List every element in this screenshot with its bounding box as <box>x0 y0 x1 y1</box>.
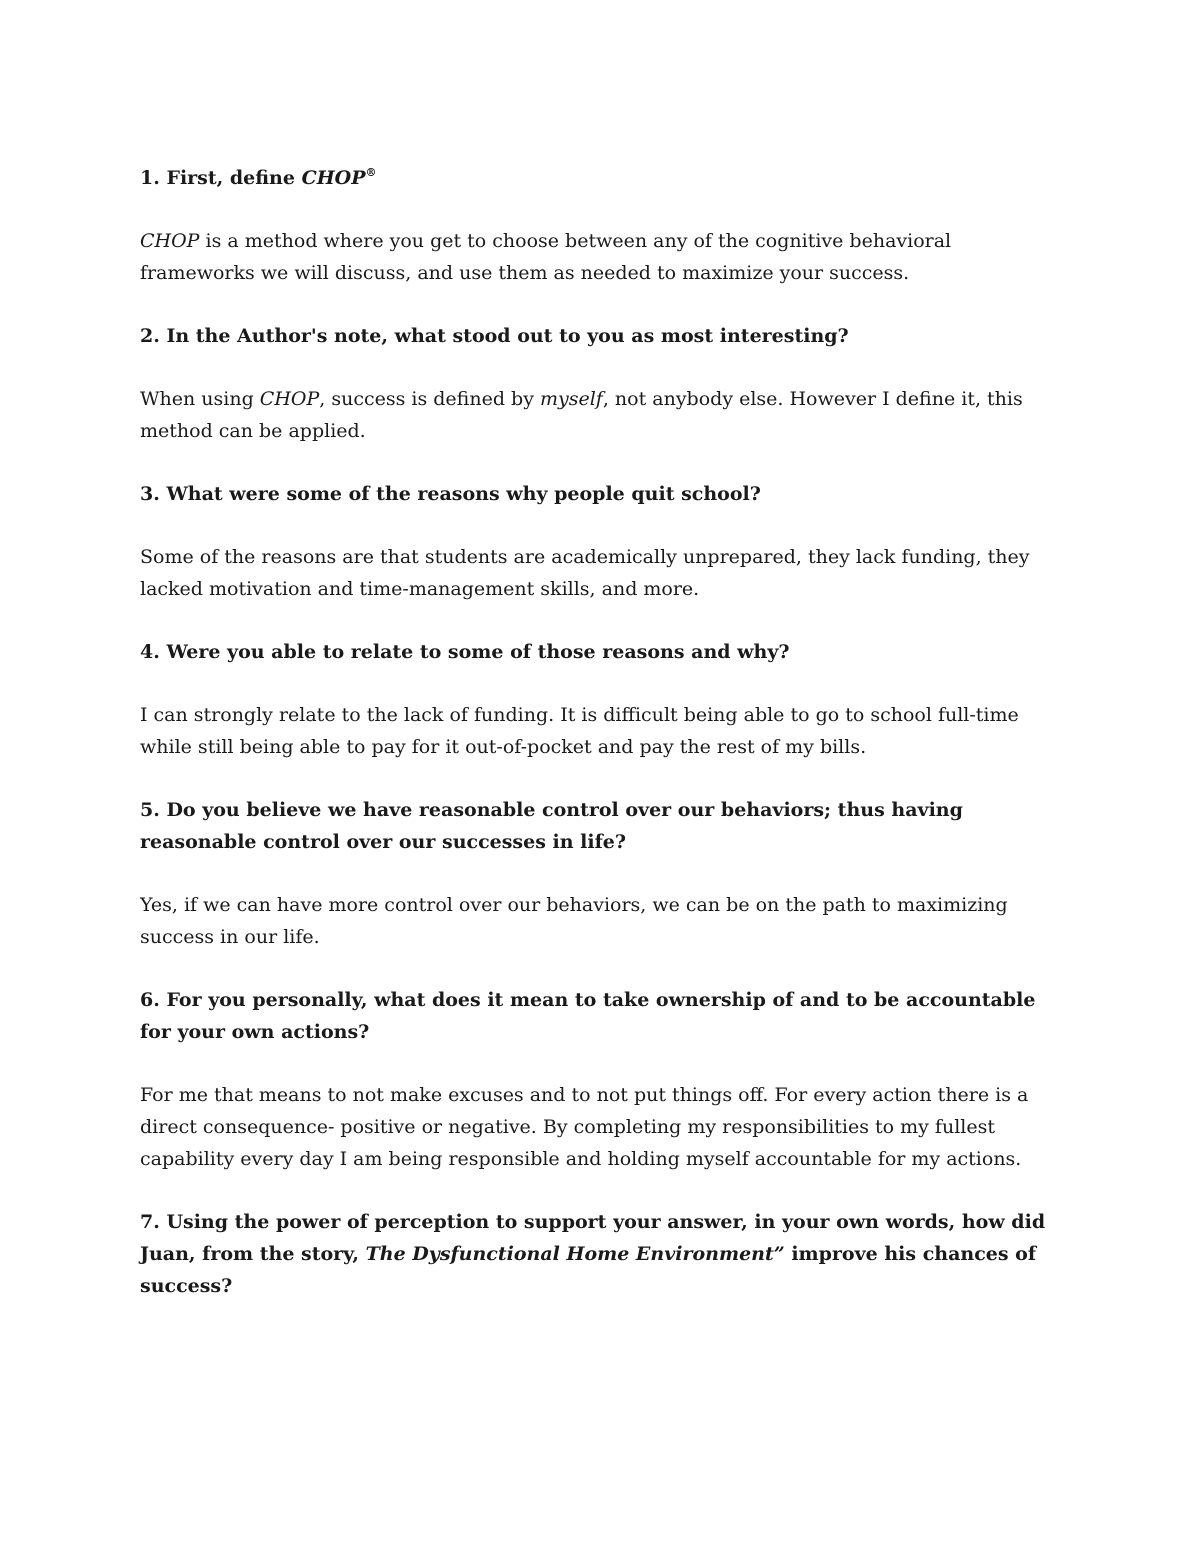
answer-3: Some of the reasons are that students are academically unprepared, they lack funding, they lacked motivation and time-management skills, and more. <box>140 546 1030 600</box>
answer-2-term: CHOP <box>259 388 320 410</box>
document-page <box>140 162 1065 1302</box>
answer-2-text-a: When using <box>140 388 260 410</box>
question-1 <box>140 162 1065 194</box>
answer-1 <box>140 225 1065 289</box>
answer-2-emphasis: myself <box>539 388 603 410</box>
answer-2 <box>140 383 1065 447</box>
question-5: 5. Do you believe we have reasonable control over our behaviors; thus having reasonable control over our successes in life? <box>140 799 963 853</box>
answer-1-text: is a method where you get to choose between any of the cognitive behavioral frameworks we will discuss, and use them as needed to maximize your success. <box>140 230 952 284</box>
question-2: 2. In the Author's note, what stood out to you as most interesting? <box>140 325 849 347</box>
answer-2-text-c: , not anybody else. However I define it, this method can be applied. <box>140 388 1023 442</box>
question-1-text: 1. First, define <box>140 167 302 189</box>
registered-mark: ® <box>365 166 377 179</box>
answer-2-text-b: , success is defined by <box>319 388 540 410</box>
question-4: 4. Were you able to relate to some of those reasons and why? <box>140 641 790 663</box>
question-7-text-a: 7. Using the power of perception to support your answer, in your own words, how did Juan, from the story, <box>140 1211 1046 1265</box>
question-6: 6. For you personally, what does it mean to take ownership of and to be accountable for your own actions? <box>140 989 1036 1043</box>
story-title: The Dysfunctional Home Environment” <box>365 1243 785 1265</box>
question-1-term: CHOP <box>301 167 366 189</box>
answer-5: Yes, if we can have more control over our behaviors, we can be on the path to maximizing success in our life. <box>140 894 1008 948</box>
question-3: 3. What were some of the reasons why people quit school? <box>140 483 761 505</box>
question-7 <box>140 1206 1065 1302</box>
answer-4: I can strongly relate to the lack of funding. It is difficult being able to go to school full-time while still being able to pay for it out-of-pocket and pay the rest of my bills. <box>140 704 1019 758</box>
answer-1-term: CHOP <box>140 230 200 252</box>
question-7-text-b: improve his chances of success? <box>140 1243 1037 1297</box>
answer-6: For me that means to not make excuses and to not put things off. For every action there is a direct consequence- positive or negative. By completing my responsibilities to my fullest capability every day I am being responsible and holding myself accountable for my actions. <box>140 1084 1029 1170</box>
